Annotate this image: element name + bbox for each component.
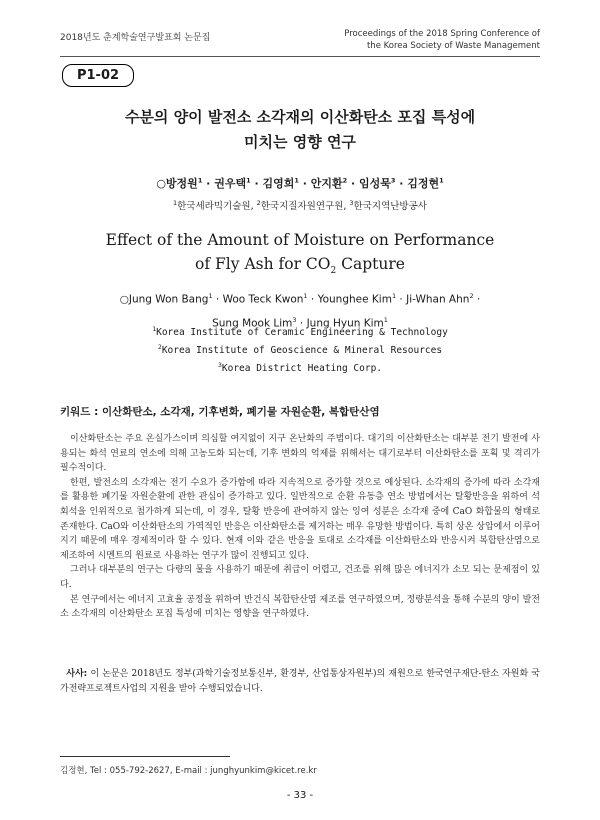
header-rule [60,56,540,57]
korean-authors: ○방정원$^1$ · 권우택$^1$ · 김영희$^1$ · 안지환$^2$ · 임성묵$^3$ · 김정현$^1$ [156,176,444,190]
english-affiliation-2 [0,340,600,358]
presenter-marker: ○ [119,293,129,306]
english-authors-line1: ○Jung Won Bang$^1$ · Woo Teck Kwon$^1$ · Younghee Kim$^1$ · Ji-Whan Ahn$^2$ · [119,292,481,306]
author: 김정현 [407,177,440,190]
acknowledgement-text: 이 논문은 2018년도 정부(과학기술정보통신부, 환경부, 산업통상자원부)의 재원으로 한국연구재단-탄소 자원화 국가전략프로젝트사업의 지원을 받아 수행되었습니다. [60,669,540,694]
affiliation: 한국지역난방공사 [353,201,427,212]
affil-sup: 1 [173,198,178,207]
author: 방정원 [165,177,198,190]
page-number: - 33 - [286,790,314,801]
co2-subscript: 2 [330,266,337,277]
affil-sup: 2 [256,198,261,207]
author-affil-sup: 1 [383,315,388,324]
affil-sup: 2 [157,343,162,352]
paper-code-badge: P1-02 [62,64,134,87]
running-header-right-line2: the Korea Society of Waste Management [366,41,540,51]
body-paragraph: 본 연구에서는 에너지 고효율 공정을 위하여 반건식 복합탄산염 제조를 연구하였으며, 정량분석을 통해 수분의 양이 발전소 소각재의 이산화탄소 포집 특성에 미치는 영향을 연구하였다. [60,594,540,620]
author-affil-sup: 1 [197,176,203,185]
english-affiliation-3 [0,358,600,376]
body-paragraph: 그러나 대부분의 연구는 다량의 물을 사용하기 때문에 취급이 어렵고, 건조를 위해 많은 에너지가 소모 되는 문제점이 있다. [60,565,540,590]
author-affil-sup: 2 [342,176,348,185]
affil-sup: 3 [349,198,354,207]
author-affil-sup: 3 [292,315,297,324]
author: Woo Teck Kwon [222,293,304,306]
keywords: 키워드 : 이산화탄소, 소각재, 기후변화, 폐기물 자원순환, 복합탄산염 [60,406,380,418]
english-affiliations [0,322,600,376]
author: Ji-Whan Ahn [406,293,470,306]
author: Jung Hyun Kim [306,317,384,329]
affiliation: Korea Institute of Geoscience & Mineral Resources [161,345,443,357]
author-affil-sup: 1 [246,176,251,185]
english-title-text: of Fly Ash for CO [195,255,331,273]
author-affil-sup: 3 [390,176,396,185]
author: 안지환 [310,177,343,190]
english-title-line2 [0,252,600,283]
corresponding-author-footnote: 김정현, Tel : 055-792-2627, E-mail : junghyunkim@kicet.re.kr [60,766,317,776]
body-paragraph: 이산화탄소는 주요 온실가스이며 의심할 여지없이 지구 온난화의 주범이다. 대기의 이산화탄소는 대부분 전기 발전에 사용되는 화석 연료의 연소에 의해 고농도화 되는데, 기후 변화의 억제를 위해서는 대기로부터 이산화탄소를 포획 및 격리가 필수적이다. [60,434,540,474]
author-affil-sup: 2 [469,292,474,300]
author: 김영희 [262,177,295,190]
english-affiliation-1 [0,322,600,340]
footnote-rule [60,756,230,757]
author-affil-sup: 1 [294,176,299,185]
running-header-right [344,28,540,52]
body-paragraph: 한편, 발전소의 소각재는 전기 수요가 증가함에 따라 지속적으로 증가할 것으로 예상된다. 소각재의 증가에 따라 소각재를 활용한 폐기물 자원순환에 관한 관심이 증가하고 있다. 일반적으로 순환 유동층 연소 방법에서는 탈황반응을 위하여 석회석을 인위적으로 첨가하게 되는데, 이 경우, 탈황 반응에 관여하지 않는 잉여 성분은 소각재 중에 CaO 화합물의 형태로 존재한다. CaO와 이산화탄소의 가역적인 반응은 이산화탄소를 제거하는 매우 유망한 방법이다. 특히 상온 상압에서 이루어지기 때문에 매우 경제적이라 할 수 있다. 현재 이와 같은 반응을 토대로 소각재를 이산화탄소와 반응시켜 복합탄산염으로 제조하여 시멘트의 원료로 사용하는 연구가 많이 진행되고 있다. [60,477,540,561]
author-affil-sup: 1 [439,176,444,185]
affil-sup: 1 [152,325,157,333]
running-header-right-line1: Proceedings of the 2018 Spring Conference of [344,29,540,39]
presenter-marker: ○ [156,177,166,190]
author: Jung Won Bang [128,293,209,306]
english-title-line1: Effect of the Amount of Moisture on Performance [105,231,495,249]
english-title-text: Capture [336,255,405,273]
author: 권우택 [214,177,247,190]
affiliation: 한국지질자원연구원 [260,201,344,212]
acknowledgement-label: 사사: [66,669,88,679]
author-affil-sup: 1 [303,292,308,300]
acknowledgement [60,667,540,697]
affiliation: Korea District Heating Corp. [221,363,383,375]
korean-affiliations: $^1$한국세라믹기술원, $^2$한국지질자원연구원, $^3$한국지역난방공사 [173,198,427,212]
author-affil-sup: 1 [208,292,213,300]
affil-sup: 3 [217,361,222,370]
english-title [0,228,600,283]
abstract-body [60,432,540,622]
author: Younghee Kim [317,293,392,306]
author: Sung Mook Lim [212,317,293,329]
affiliation: Korea Institute of Ceramic Engineering & Technology [156,327,448,339]
korean-title-line2: 미치는 영향 연구 [244,133,356,151]
english-authors-line2: Sung Mook Lim$^3$ · Jung Hyun Kim$^1$ [212,315,388,329]
author: 임성묵 [358,177,391,190]
korean-title [0,105,600,155]
author-affil-sup: 1 [391,292,397,300]
korean-title-line1: 수분의 양이 발전소 소각재의 이산화탄소 포집 특성에 [124,108,476,126]
affiliation: 한국세라믹기술원 [177,201,251,212]
running-header-left: 2018년도 춘계학술연구발표회 논문집 [60,33,211,43]
